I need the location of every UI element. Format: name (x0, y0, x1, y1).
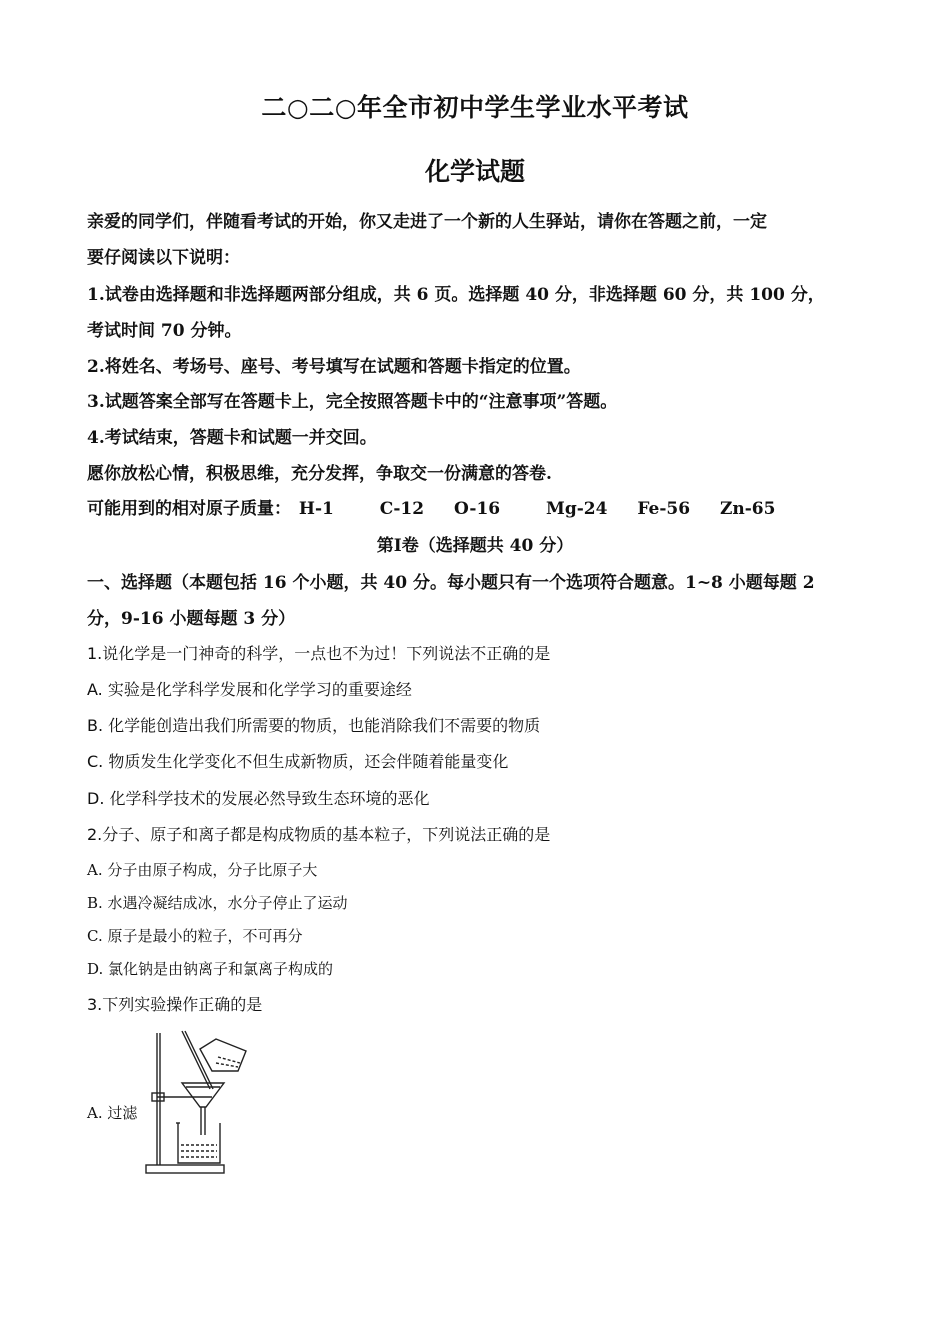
exam-subtitle: 化学试题 (424, 157, 525, 186)
mass-h: H-1 (298, 499, 334, 519)
question-1-stem: 1.说化学是一门神奇的科学，一点也不为过！下列说法不正确的是 (87, 644, 551, 663)
mass-zn: Zn-65 (719, 499, 776, 519)
mass-mg: Mg-24 (546, 499, 608, 519)
part-title-a: 一、选择题（本题包括 16 个小题，共 40 分。每小题只有一个选项符合题意。1~8 小题每题 2 (87, 573, 815, 593)
atomic-masses-label: 可能用到的相对原子质量： (87, 499, 291, 519)
filtration-apparatus-diagram (140, 1027, 255, 1179)
note-1b: 考试时间 70 分钟。 (87, 321, 242, 341)
volume-title: 第Ⅰ卷（选择题共 40 分） (376, 536, 574, 556)
exam-title: 二○二○年全市初中学生学业水平考试 (261, 93, 689, 122)
question-2-option-c: C. 原子是最小的粒子，不可再分 (87, 927, 303, 945)
stand-base (146, 1165, 224, 1173)
mass-o: O-16 (453, 499, 501, 519)
note-2: 2.将姓名、考场号、座号、考号填写在试题和答题卡指定的位置。 (87, 357, 581, 377)
question-2-option-d: D. 氯化钠是由钠离子和氯离子构成的 (87, 960, 334, 978)
mass-c: C-12 (379, 499, 425, 519)
question-3-option-a: A. 过滤 (87, 1104, 138, 1122)
note-4: 4.考试结束，答题卡和试题一并交回。 (87, 428, 377, 448)
pouring-beaker (200, 1039, 246, 1071)
question-1-option-a: A. 实验是化学科学发展和化学学习的重要途经 (87, 680, 412, 699)
question-2-stem: 2.分子、原子和离子都是构成物质的基本粒子，下列说法正确的是 (87, 825, 551, 844)
question-1-option-d: D. 化学科学技术的发展必然导致生态环境的恶化 (87, 789, 430, 808)
mass-fe: Fe-56 (637, 499, 691, 519)
intro-line-2: 要仔阅读以下说明： (87, 248, 240, 268)
atomic-masses (87, 494, 799, 519)
note-3: 3.试题答案全部写在答题卡上，完全按照答题卡中的“注意事项”答题。 (87, 392, 618, 412)
part-title-b: 分，9-16 小题每题 3 分） (87, 609, 296, 629)
question-1-option-c: C. 物质发生化学变化不但生成新物质，还会伴随着能量变化 (87, 752, 509, 771)
question-1-option-b: B. 化学能创造出我们所需要的物质，也能消除我们不需要的物质 (87, 716, 541, 735)
question-3-stem: 3.下列实验操作正确的是 (87, 995, 263, 1014)
note-1a: 1.试卷由选择题和非选择题两部分组成，共 6 页。选择题 40 分，非选择题 60 分，共 100 分， (87, 285, 825, 305)
question-2-option-a: A. 分子由原子构成，分子比原子大 (87, 861, 318, 879)
intro-line-1: 亲爱的同学们，伴随看考试的开始，你又走进了一个新的人生驿站，请你在答题之前，一定 (87, 212, 767, 232)
wish-line: 愿你放松心情，积极思维，充分发挥，争取交一份满意的答卷. (87, 464, 552, 484)
question-2-option-b: B. 水遇冷凝结成冰，水分子停止了运动 (87, 894, 348, 912)
